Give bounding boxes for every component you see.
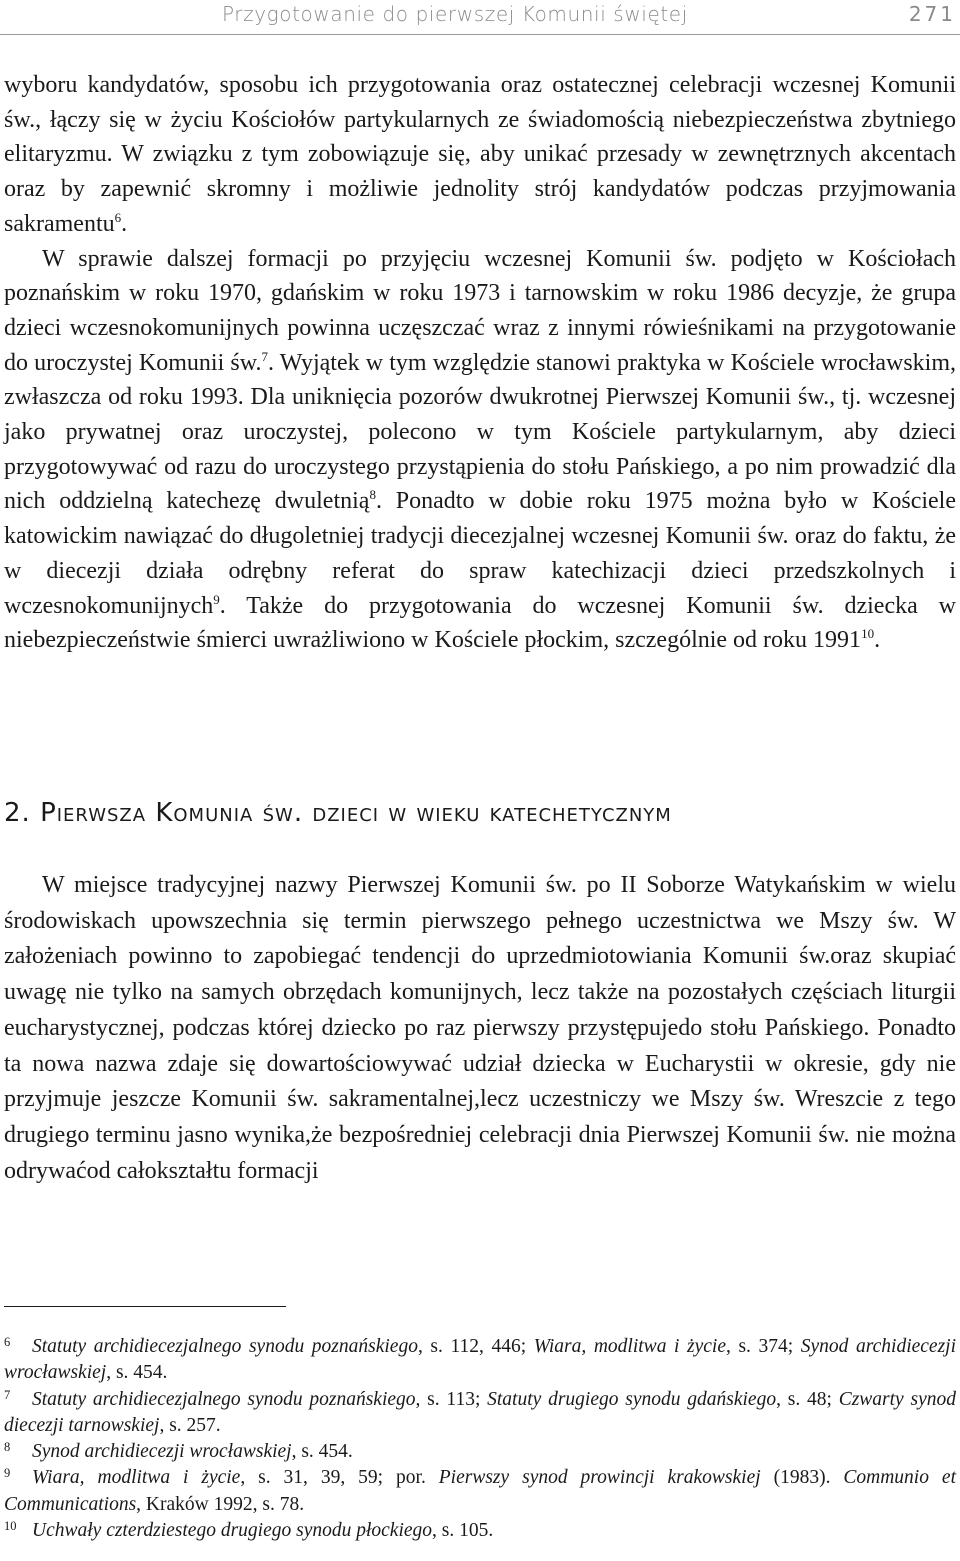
- paragraph-1-end: .: [121, 210, 128, 237]
- footnote-citation: , Kraków 1992, s. 78.: [136, 1493, 305, 1515]
- footnote-citation: , s. 257.: [159, 1414, 221, 1436]
- footnote-title: Uchwały czterdziestego drugiego synodu płockiego: [32, 1520, 433, 1542]
- footnote-text: [4, 1334, 956, 1387]
- footnote-citation: , s. 105.: [432, 1520, 494, 1542]
- footnote-number: 9: [4, 1466, 11, 1481]
- section-paragraph: W miejsce tradycyjnej nazwy Pierwszej Komunii św. po II Soborze Watykańskim w wielu środowiskach upowszechnia się termin pierwszego pełnego uczestnictwa we Mszy św. W założeniach powinno to zapobiegać tendencji do uprzedmiotowiania Komunii św.oraz skupiać uwagę nie tylko na samych obrzędach komunijnych, lecz także na pozostałych częściach liturgii eucharystycznej, podczas której dziecko po raz pierwszy przystępujedo stołu Pańskiego. Ponadto ta nowa nazwa zdaje się dowartościowywać udział dziecka w Eucharystii w okresie, gdy nie przyjmuje jeszcze Komunii św. sakramentalnej,lecz uczestniczy we Mszy św. Wreszcie z tego drugiego terminu jasno wynika,że bezpośredniej celebracji dnia Pierwszej Komunii św. nie można odrywaćod całokształtu formacji: [4, 872, 956, 1184]
- footnote-citation: (1983).: [760, 1467, 844, 1489]
- footnote-title: Synod archidiecezji wrocławskiej: [4, 1336, 956, 1384]
- paragraph-1: [4, 68, 956, 242]
- footnote-title: Statuty archidiecezjalnego synodu poznańskiego: [32, 1336, 418, 1357]
- body-text: [4, 68, 956, 658]
- section-body: [4, 868, 956, 1189]
- paragraph-2-end: .: [874, 627, 881, 654]
- footnote-citation: , s. 48;: [776, 1388, 839, 1410]
- paragraph-2-text-d: . Także do przygotowania do wczesnej Komunii św. dziecka w niebezpieczeństwie śmierci uwrażliwiono w Kościele płockim, szczególnie od roku 1991: [4, 592, 956, 654]
- section-heading: 2. Pierwsza Komunia św. dzieci w wieku katechetycznym: [4, 798, 672, 828]
- footnote-6: [4, 1334, 956, 1387]
- footnote-ref-7[interactable]: 7: [261, 348, 269, 364]
- running-head: [0, 0, 960, 32]
- paragraph-2-text-c: . Ponadto w dobie roku 1975 można było w Kościele katowickim nawiązać do długoletniej tradycji diecezjalnej wczesnej Komunii św. oraz do faktu, że w diecezji działa odrębny referat do spraw katechizacji dzieci przedszkolnych i wczesnokomunijnych: [4, 488, 956, 619]
- footnote-text: [4, 1387, 956, 1440]
- page-number: 271: [908, 2, 956, 26]
- footnote-title: Pierwszy synod prowincji krakowskiej: [438, 1467, 761, 1489]
- footnote-title: Communio et Communications: [4, 1467, 956, 1515]
- footnote-citation: , s. 374;: [726, 1336, 801, 1357]
- footnote-text: [4, 1465, 956, 1518]
- paragraph-1-text: wyboru kandydatów, sposobu ich przygotowania oraz ostatecznej celebracji wczesnej Komunii św., łączy się w życiu Kościołów partykularnych ze świadomością niebezpieczeństwa zbytniego elitaryzmu. W związku z tym zobowiązuje się, aby unikać przesady w zewnętrznych akcentach oraz by zapewnić skromny i możliwie jednolity strój kandydatów podczas przyjmowania sakramentu: [4, 72, 956, 237]
- footnote-text: [4, 1518, 956, 1544]
- footnote-9: [4, 1465, 956, 1518]
- running-head-title: Przygotowanie do pierwszej Komunii świętej: [222, 2, 688, 26]
- footnote-number: 10: [4, 1519, 17, 1534]
- footnote-ref-9[interactable]: 9: [213, 591, 220, 607]
- footnote-title: Synod archidiecezji wrocławskiej: [32, 1441, 292, 1463]
- footnote-ref-8[interactable]: 8: [369, 487, 376, 503]
- footnote-7: [4, 1387, 956, 1440]
- footnote-citation: , s. 112, 446;: [417, 1336, 534, 1357]
- footnote-citation: , s. 454.: [291, 1441, 353, 1463]
- footnote-rule: [4, 1306, 286, 1307]
- footnote-title: Statuty drugiego synodu gdańskiego: [487, 1388, 777, 1410]
- header-rule: [0, 34, 960, 35]
- footnote-citation: , s. 31, 39, 59; por.: [240, 1467, 439, 1489]
- footnotes: [4, 1334, 956, 1544]
- footnote-ref-10[interactable]: 10: [861, 626, 875, 642]
- footnote-title: Statuty archidiecezjalnego synodu poznańskiego: [32, 1388, 416, 1410]
- footnote-ref-6[interactable]: 6: [114, 209, 122, 225]
- footnote-10: [4, 1518, 956, 1544]
- footnote-title: Wiara, modlitwa i życie: [533, 1336, 726, 1357]
- paragraph-2-text: W sprawie dalszej formacji po przyjęciu wczesnej Komunii św. podjęto w Kościołach poznańskim w roku 1970, gdańskim w roku 1973 i tarnowskim w roku 1986 decyzje, że grupa dzieci wczesnokomunijnych powinna uczęszczać wraz z innymi rówieśnikami na przygotowanie do uroczystej Komunii św.: [4, 245, 956, 376]
- paragraph-2-text-b: . Wyjątek w tym względzie stanowi praktyka w Kościele wrocławskim, zwłaszcza od roku 1993. Dla uniknięcia pozorów dwukrotnej Pierwszej Komunii św., tj. wczesnej jako prywatnej oraz uroczystej, polecono w tym Kościele partykularnym, aby dzieci przygotowywać od razu do uroczystego przystąpienia do stołu Pańskiego, a po nim prowadzić dla nich oddzielną katechezę dwuletnią: [4, 349, 956, 515]
- footnote-number: 7: [4, 1387, 11, 1402]
- footnote-title: Wiara, modlitwa i życie: [32, 1467, 241, 1489]
- paragraph-2: [4, 242, 956, 658]
- footnote-text: [4, 1439, 956, 1465]
- footnote-citation: , s. 113;: [415, 1388, 488, 1410]
- footnote-8: [4, 1439, 956, 1465]
- footnote-citation: , s. 454.: [106, 1362, 168, 1384]
- footnote-number: 6: [4, 1335, 11, 1349]
- footnote-title: Czwarty synod diecezji tarnowskiej: [4, 1388, 956, 1436]
- footnote-number: 8: [4, 1440, 11, 1455]
